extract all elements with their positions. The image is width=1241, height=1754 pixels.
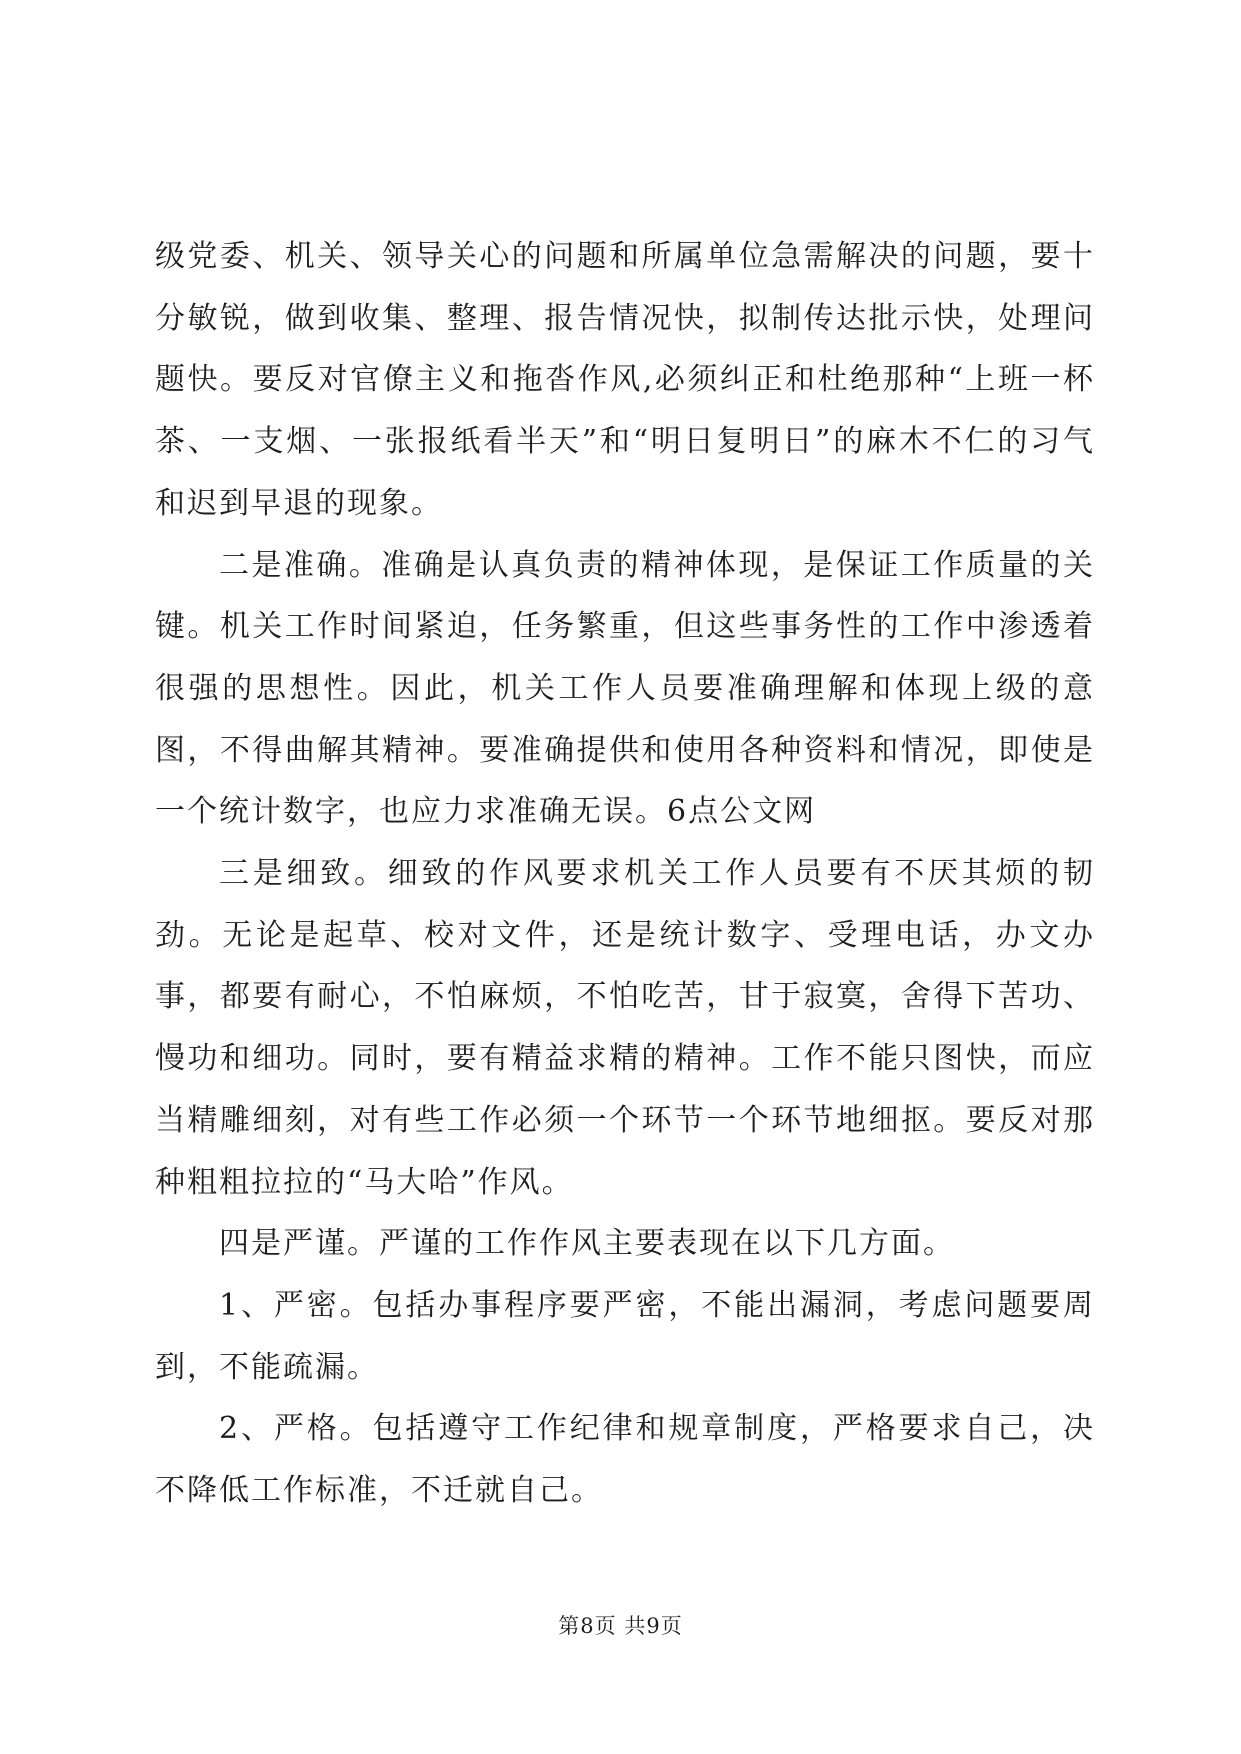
paragraph-6: 2、严格。包括遵守工作纪律和规章制度，严格要求自己，决不降低工作标准，不迁就自己。	[155, 1411, 1095, 1509]
paragraph-4: 四是严谨。严谨的工作作风主要表现在以下几方面。	[219, 1226, 955, 1262]
document-body	[155, 226, 1095, 1522]
paragraph-1: 级党委、机关、领导关心的问题和所属单位急需解决的问题，要十分敏锐，做到收集、整理、报告情况快，拟制传达批示快，处理问题快。要反对官僚主义和拖沓作风,必须纠正和杜绝那种“上班一杯茶、一支烟、一张报纸看半天”和“明日复明日”的麻木不仁的习气和迟到早退的现象。	[155, 239, 1095, 521]
page-footer: 第8页 共9页	[558, 1614, 683, 1638]
paragraph-2: 二是准确。准确是认真负责的精神体现，是保证工作质量的关键。机关工作时间紧迫，任务繁重，但这些事务性的工作中渗透着很强的思想性。因此，机关工作人员要准确理解和体现上级的意图，不得曲解其精神。要准确提供和使用各种资料和情况，即使是一个统计数字，也应力求准确无误。6点公文网	[155, 547, 1095, 830]
paragraph-3: 三是细致。细致的作风要求机关工作人员要有不厌其烦的韧劲。无论是起草、校对文件，还是统计数字、受理电话，办文办事，都要有耐心，不怕麻烦，不怕吃苦，甘于寂寞，舍得下苦功、慢功和细功。同时，要有精益求精的精神。工作不能只图快，而应当精雕细刻，对有些工作必须一个环节一个环节地细抠。要反对那种粗粗拉拉的“马大哈”作风。	[155, 856, 1095, 1200]
paragraph-5: 1、严密。包括办事程序要严密，不能出漏洞，考虑问题要周到，不能疏漏。	[155, 1287, 1095, 1385]
